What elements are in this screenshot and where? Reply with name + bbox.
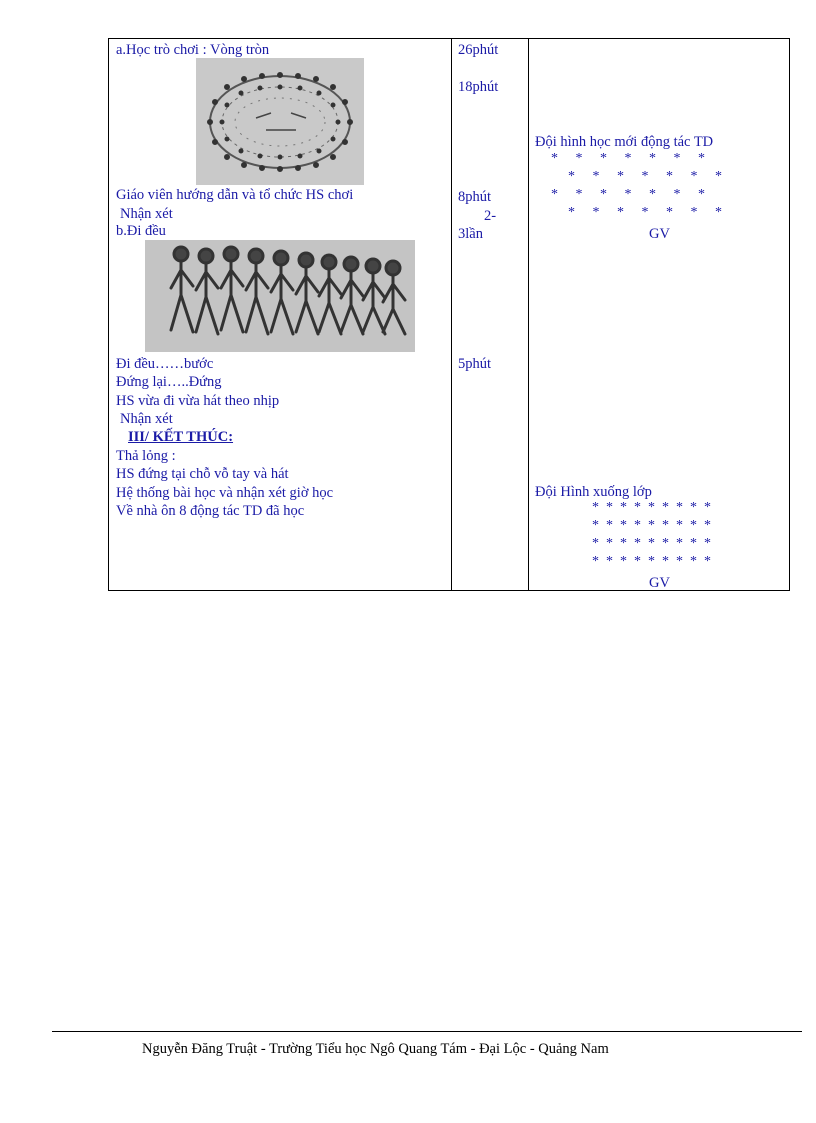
sing-text: HS vừa đi vừa hát theo nhịp: [116, 393, 280, 409]
time-column: [452, 39, 528, 590]
teacher-guide-text: Giáo viên hướng dẫn và tổ chức HS chơi: [116, 187, 354, 203]
formation-stars-row-2: * * * * * * *: [568, 169, 722, 184]
formation-stars-row-3: * * * * * * *: [551, 187, 705, 202]
time-end: 5phút: [458, 356, 492, 372]
teacher-position-1: GV: [649, 226, 670, 242]
march-step-text: Đi đều……bước: [116, 356, 214, 372]
formation-stars-row-4: * * * * * * *: [568, 205, 722, 220]
end-section-title: III/ KẾT THÚC:: [128, 429, 234, 445]
footer-divider: [52, 1031, 802, 1032]
circle-game-drawing: [196, 58, 364, 185]
time-game: 8phút: [458, 189, 492, 205]
dismiss-stars-row-2: * * * * * * * * *: [592, 518, 711, 533]
dismiss-stars-row-3: * * * * * * * * *: [592, 536, 711, 551]
time-total: 26phút: [458, 42, 499, 58]
dismiss-stars-row-1: * * * * * * * * *: [592, 500, 711, 515]
lesson-table: [108, 38, 790, 591]
review-text: Hệ thống bài học và nhận xét giờ học: [116, 485, 334, 501]
relax-text: Thả lỏng :: [116, 448, 176, 464]
stop-text: Đứng lại…..Đứng: [116, 374, 222, 390]
clap-text: HS đứng tại chỗ vỗ tay và hát: [116, 466, 289, 482]
teacher-position-2: GV: [649, 575, 670, 591]
remark-text-1: Nhận xét: [120, 206, 173, 222]
formation-title-1: Đội hình học mới động tác TD: [535, 134, 714, 150]
reps-part1: 2-: [484, 208, 497, 224]
reps-part2: 3lần: [458, 226, 483, 242]
page-footer: Nguyễn Đăng Truật - Trường Tiểu học Ngô Quang Tám - Đại Lộc - Quảng Nam: [142, 1041, 609, 1057]
time-basic: 18phút: [458, 79, 499, 95]
remark-text-2: Nhận xét: [120, 411, 173, 427]
marching-illustration: [145, 240, 415, 352]
formation-column: [529, 39, 790, 590]
homework-text: Về nhà ôn 8 động tác TD đã học: [116, 503, 305, 519]
formation-stars-row-1: * * * * * * *: [551, 151, 705, 166]
content-column: [109, 39, 451, 590]
formation-title-2: Đội Hình xuống lớp: [535, 484, 652, 500]
marching-drawing: [145, 240, 415, 352]
dismiss-stars-row-4: * * * * * * * * *: [592, 554, 711, 569]
game-title: a.Học trò chơi : Vòng tròn: [116, 42, 270, 58]
march-title: b.Đi đều: [116, 223, 166, 239]
circle-game-illustration: [196, 58, 364, 185]
